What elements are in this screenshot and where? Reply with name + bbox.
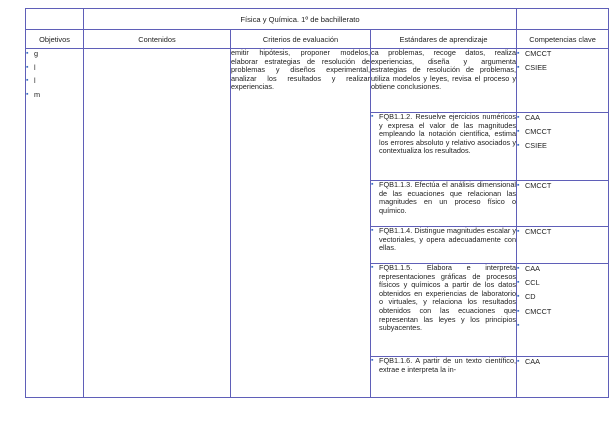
objetivos-list <box>26 49 83 99</box>
standard-cell <box>371 113 517 181</box>
standard-text: FQB1.1.6. A partir de un texto científico, extrae e interpreta la in- <box>379 356 517 374</box>
list-item: ▪ CD <box>517 292 608 301</box>
list-item: ▪ CSIEE <box>517 141 608 150</box>
list-item: ▪ CMCCT <box>517 227 608 236</box>
table-row <box>26 49 609 113</box>
bullet-icon: ▪ <box>371 357 374 364</box>
competencias-cell <box>517 49 609 113</box>
header-row <box>26 30 609 49</box>
contenidos-cell <box>84 49 231 398</box>
list-item-empty <box>517 321 608 330</box>
competencias-cell <box>517 357 609 398</box>
list-item: ▪ g <box>26 49 83 58</box>
competencias-list <box>517 227 608 236</box>
bullet-icon: ▪ <box>371 227 374 234</box>
header-estandares: Estándares de aprendizaje <box>371 30 517 49</box>
standard-item <box>371 227 516 253</box>
header-competencias: Competencias clave <box>517 30 609 49</box>
competencias-cell <box>517 181 609 227</box>
standard-text: FQB1.1.2. Resuelve ejercicios numéricos y expresa el valor de las magnitudes empleando la notación científica, estima los errores absoluto y relativo asociados y contextualiza los resultados. <box>379 112 517 156</box>
header-criterios: Criterios de evaluación <box>231 30 371 49</box>
list-item: ▪ CAA <box>517 113 608 122</box>
competencias-list <box>517 357 608 366</box>
standard-cell <box>371 357 517 398</box>
competencias-cell <box>517 264 609 357</box>
competencias-list <box>517 181 608 190</box>
corner-cell-right <box>517 9 609 30</box>
corner-cell <box>26 9 84 30</box>
standard-cell <box>371 181 517 227</box>
standard-item <box>371 357 516 374</box>
criterio-text: emitir hipótesis, proponer modelos, elaborar estrategias de resolución de problemas y diseños experimental, analizar los resultados y realizar experiencias. <box>231 48 370 92</box>
standard-cell <box>371 264 517 357</box>
standard-cell <box>371 49 517 113</box>
list-item: ▪ CCL <box>517 278 608 287</box>
bullet-icon: ▪ <box>371 181 374 188</box>
bullet-icon: ▪ <box>371 113 374 120</box>
standard-text: ca problemas, recoge datos, realiza experiencias, diseña y argumenta estrategias de resolución de problemas, utiliza modelos y leyes, revisa el proceso y obtiene conclusiones. <box>371 48 517 92</box>
list-item: ▪ m <box>26 90 83 99</box>
standard-item <box>371 181 516 215</box>
standard-text: FQB1.1.5. Elabora e interpreta representaciones gráficas de procesos físicos y químicos a partir de los datos obtenidos en experiencias de laboratorio o virtuales, y relaciona los resultados obtenidos con las ecuaciones que representan las leyes y los principios subyacentes. <box>379 263 517 333</box>
header-objetivos: Objetivos <box>26 30 84 49</box>
objetivos-cell <box>26 49 84 398</box>
criterios-cell <box>231 48 374 398</box>
table-title: Física y Química. 1º de bachillerato <box>84 9 517 30</box>
competencias-list <box>517 264 608 330</box>
list-item: ▪ CAA <box>517 357 608 366</box>
competencias-cell <box>517 113 609 181</box>
list-item: ▪ CAA <box>517 264 608 273</box>
list-item: ▪ CSIEE <box>517 63 608 72</box>
curriculum-table <box>25 8 609 398</box>
bullet-icon: ▪ <box>371 264 374 271</box>
competencias-list <box>517 49 608 72</box>
list-item: ▪ CMCCT <box>517 181 608 190</box>
standard-cell <box>371 227 517 264</box>
list-item: ▪ l <box>26 63 83 72</box>
competencias-cell <box>517 227 609 264</box>
competencias-list <box>517 113 608 151</box>
standard-item <box>371 264 516 333</box>
list-item: ▪ CMCCT <box>517 127 608 136</box>
standard-text: FQB1.1.4. Distingue magnitudes escalar y vectoriales, y opera adecuadamente con ellas. <box>379 226 517 253</box>
standard-text: FQB1.1.3. Efectúa el análisis dimensional de las ecuaciones que relacionan las magnitudes en un proceso físico o químico. <box>379 180 517 215</box>
list-item: ▪ CMCCT <box>517 307 608 316</box>
header-contenidos: Contenidos <box>84 30 231 49</box>
list-item: ▪ CMCCT <box>517 49 608 58</box>
list-item: ▪ l <box>26 76 83 85</box>
standard-item <box>371 113 516 156</box>
